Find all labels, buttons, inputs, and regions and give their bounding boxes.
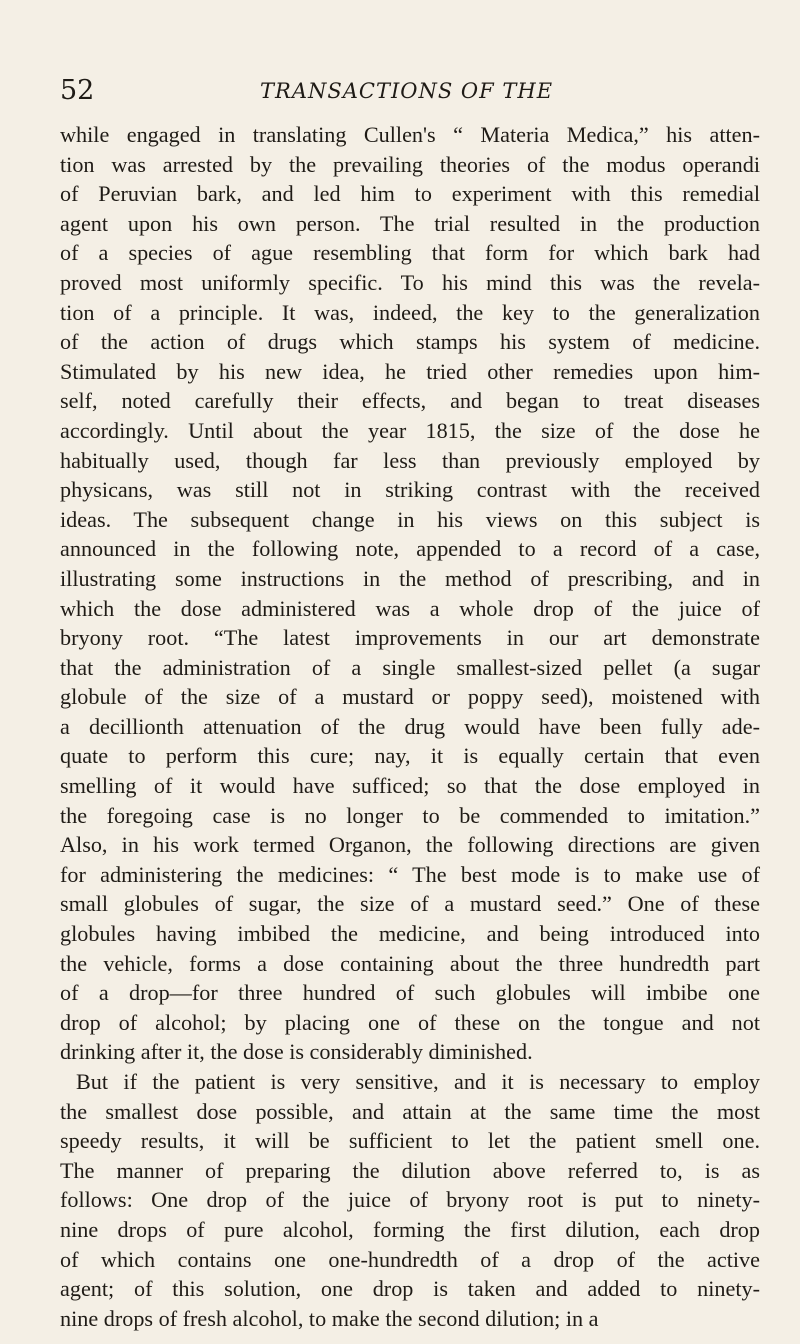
text-line: drinking after it, the dose is considerably diminished.	[60, 1039, 533, 1065]
text-line: Stimulated by his new idea, he tried other remedies upon him-	[60, 358, 760, 384]
text-line: bryony root. “The latest improvements in our art demonstrate	[60, 625, 760, 651]
running-head: TRANSACTIONS OF THE	[260, 79, 554, 103]
text-line: that the administration of a single smallest-sized pellet (a sugar	[60, 654, 760, 680]
text-line: for administering the medicines: “ The best mode is to make use of	[60, 861, 760, 887]
text-line: which the dose administered was a whole drop of the juice of	[60, 595, 760, 621]
text-line: a decillionth attenuation of the drug would have been fully ade-	[60, 713, 760, 739]
text-line: the vehicle, forms a dose containing about the three hundredth part	[60, 950, 760, 976]
text-line: quate to perform this cure; nay, it is equally certain that even	[60, 743, 760, 769]
text-line: agent upon his own person. The trial resulted in the production	[60, 210, 760, 236]
text-line: tion was arrested by the prevailing theories of the modus operandi	[60, 151, 760, 177]
text-line: of Peruvian bark, and led him to experiment with this remedial	[60, 181, 760, 207]
page-number: 52	[60, 75, 95, 106]
text-line: illustrating some instructions in the method of prescribing, and in	[60, 565, 760, 591]
text-line: globules having imbibed the medicine, and being introduced into	[60, 921, 760, 947]
text-line: small globules of sugar, the size of a mustard seed.” One of these	[60, 891, 760, 917]
text-line: speedy results, it will be sufficient to let the patient smell one.	[60, 1128, 760, 1154]
text-line: nine drops of fresh alcohol, to make the second dilution; in a	[60, 1305, 599, 1331]
page-header	[60, 74, 750, 108]
text-line: habitually used, though far less than previously employed by	[60, 447, 760, 473]
text-line: smelling of it would have sufficed; so that the dose employed in	[60, 773, 760, 799]
text-line: tion of a principle. It was, indeed, the key to the generalization	[60, 299, 760, 325]
text-line: of a drop—for three hundred of such globules will imbibe one	[60, 980, 760, 1006]
text-line: ideas. The subsequent change in his views on this subject is	[60, 506, 760, 532]
text-line: physicans, was still not in striking contrast with the received	[60, 477, 760, 503]
text-line: But if the patient is very sensitive, and it is necessary to employ	[76, 1069, 760, 1094]
text-line: follows: One drop of the juice of bryony root is put to ninety-	[60, 1187, 760, 1213]
text-line: announced in the following note, appended to a record of a case,	[60, 536, 760, 562]
text-line: drop of alcohol; by placing one of these on the tongue and not	[60, 1009, 760, 1035]
text-line: Also, in his work termed Organon, the following directions are given	[60, 832, 760, 858]
text-line: the smallest dose possible, and attain at the same time the most	[60, 1098, 760, 1124]
text-line: self, noted carefully their effects, and began to treat diseases	[60, 388, 760, 414]
text-line: The manner of preparing the dilution above referred to, is as	[60, 1157, 760, 1183]
text-line: nine drops of pure alcohol, forming the first dilution, each drop	[60, 1216, 760, 1242]
text-line: globule of the size of a mustard or poppy seed), moistened with	[60, 684, 760, 710]
text-line: accordingly. Until about the year 1815, the size of the dose he	[60, 417, 760, 443]
text-line: the foregoing case is no longer to be commended to imitation.”	[60, 802, 760, 828]
body-text	[60, 120, 760, 1333]
text-line: of which contains one one-hundredth of a drop of the active	[60, 1246, 760, 1272]
text-line: agent; of this solution, one drop is taken and added to ninety-	[60, 1276, 760, 1302]
text-line: while engaged in translating Cullen's “ Materia Medica,” his atten-	[60, 122, 760, 147]
text-line: proved most uniformly specific. To his mind this was the revela-	[60, 269, 760, 295]
text-line: of a species of ague resembling that form for which bark had	[60, 240, 760, 266]
text-line: of the action of drugs which stamps his system of medicine.	[60, 329, 760, 355]
